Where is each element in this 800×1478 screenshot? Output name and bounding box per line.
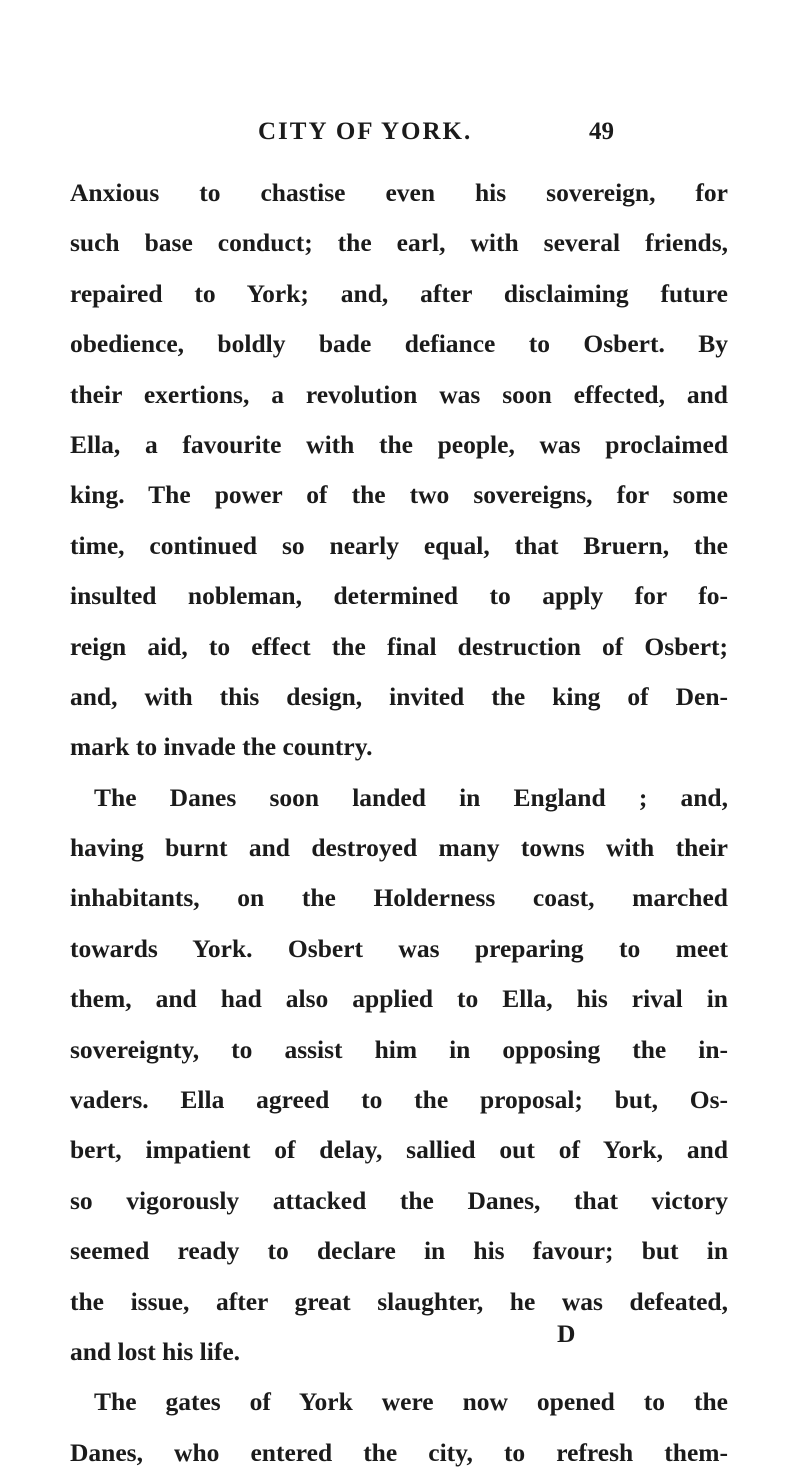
running-title: CITY OF YORK. bbox=[258, 118, 473, 145]
signature-mark: D bbox=[557, 1319, 576, 1348]
text-line: so vigorously attacked the Danes, that victory bbox=[70, 1185, 728, 1215]
text-line: seemed ready to declare in his favour; but in bbox=[70, 1236, 728, 1266]
text-line: them, and had also applied to Ella, his rival in bbox=[70, 984, 728, 1014]
text-line: bert, impatient of delay, sallied out of York, and bbox=[70, 1135, 728, 1165]
body-text bbox=[70, 168, 728, 1478]
text-line: the issue, after great slaughter, he was defeated, bbox=[70, 1286, 728, 1316]
text-line: having burnt and destroyed many towns with their bbox=[70, 833, 728, 863]
text-line: towards York. Osbert was preparing to meet bbox=[70, 933, 728, 963]
text-line: and, with this design, invited the king of Den- bbox=[70, 681, 728, 711]
text-line: their exertions, a revolution was soon effected, and bbox=[70, 379, 728, 409]
running-head bbox=[0, 118, 800, 158]
text-line: repaired to York; and, after disclaiming future bbox=[70, 278, 728, 308]
text-line: insulted nobleman, determined to apply for fo- bbox=[70, 581, 728, 611]
text-line: king. The power of the two sovereigns, for some bbox=[70, 480, 728, 510]
text-line: Anxious to chastise even his sovereign, for bbox=[70, 178, 728, 207]
text-line: The Danes soon landed in England ; and, bbox=[94, 782, 728, 812]
page-number: 49 bbox=[589, 118, 614, 145]
text-line: mark to invade the country. bbox=[70, 732, 373, 762]
text-line: time, continued so nearly equal, that Bruern, the bbox=[70, 530, 728, 560]
text-line: The gates of York were now opened to the bbox=[94, 1387, 728, 1417]
text-line: such base conduct; the earl, with several friends, bbox=[70, 228, 728, 258]
text-line: Danes, who entered the city, to refresh them- bbox=[70, 1437, 728, 1467]
text-line: obedience, boldly bade defiance to Osbert. By bbox=[70, 329, 728, 359]
text-line: vaders. Ella agreed to the proposal; but, Os- bbox=[70, 1085, 728, 1115]
text-line: sovereignty, to assist him in opposing the in- bbox=[70, 1034, 728, 1064]
text-line: and lost his life. bbox=[70, 1336, 241, 1366]
text-line: reign aid, to effect the final destruction of Osbert; bbox=[70, 631, 728, 661]
text-line: inhabitants, on the Holderness coast, marched bbox=[70, 883, 728, 913]
text-line: Ella, a favourite with the people, was proclaimed bbox=[70, 429, 728, 459]
